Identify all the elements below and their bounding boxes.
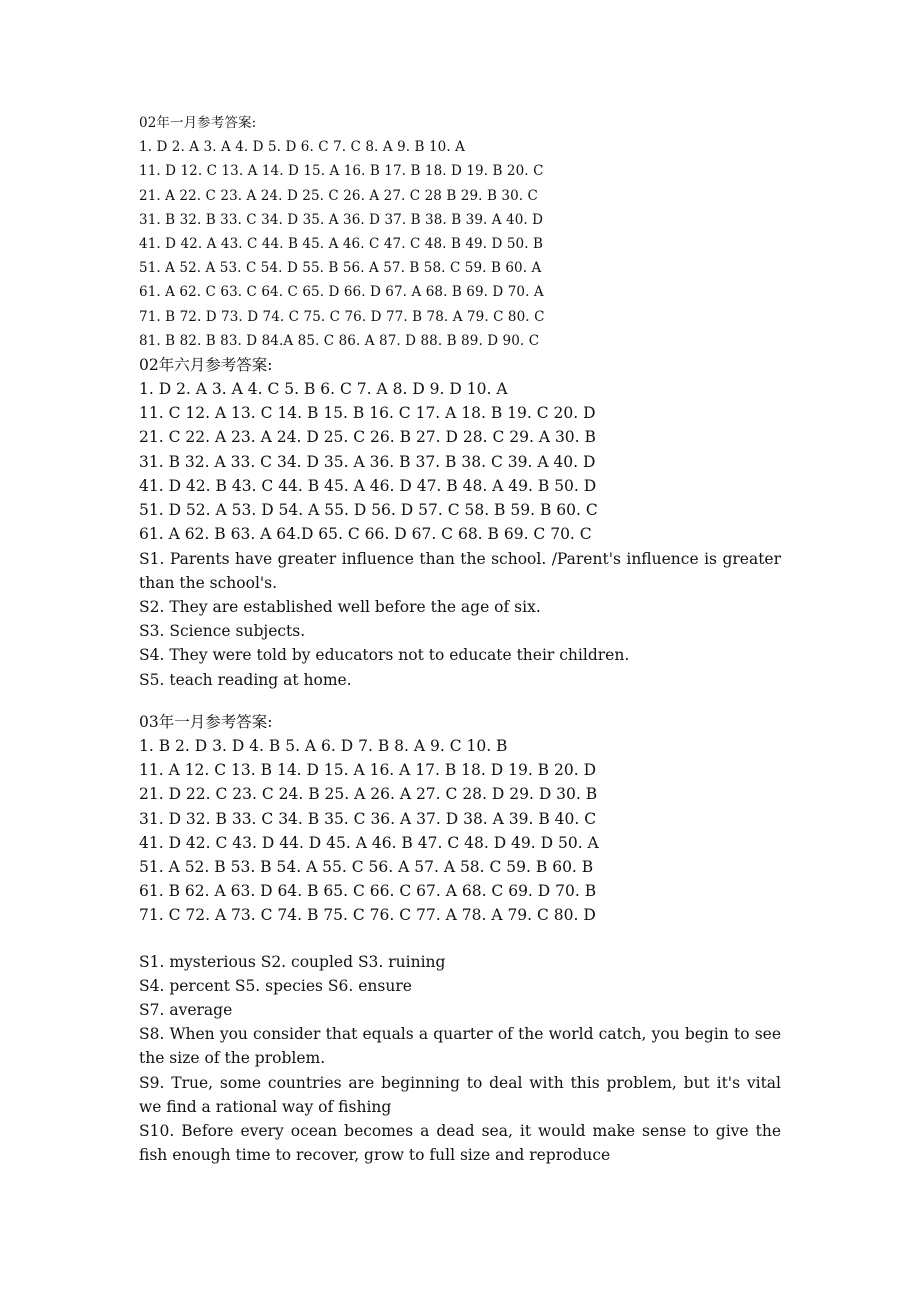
answer-row: 21. A 22. C 23. A 24. D 25. C 26. A 27. C 28 B 29. B 30. C xyxy=(139,187,538,204)
short-answer: S4. percent S5. species S6. ensure xyxy=(139,976,412,995)
answer-row: 61. A 62. C 63. C 64. C 65. D 66. D 67. A 68. B 69. D 70. A xyxy=(139,284,544,301)
answer-row: 31. B 32. B 33. C 34. D 35. A 36. D 37. B 38. B 39. A 40. D xyxy=(139,211,544,228)
short-answer: S10. Before every ocean becomes a dead sea, it would make sense to give the fish enough time to recover, grow to full size and reproduce xyxy=(139,1121,781,1165)
answer-row: 41. D 42. B 43. C 44. B 45. A 46. D 47. B 48. A 49. B 50. D xyxy=(139,476,597,495)
answer-row: 51. A 52. B 53. B 54. A 55. C 56. A 57. A 58. C 59. B 60. B xyxy=(139,857,594,876)
section-2003-january xyxy=(139,710,781,1168)
answer-row: 71. C 72. A 73. C 74. B 75. C 76. C 77. A 78. A 79. C 80. D xyxy=(139,906,596,925)
answer-row: 61. A 62. B 63. A 64.D 65. C 66. D 67. C 68. B 69. C 70. C xyxy=(139,525,592,544)
answer-row: 51. A 52. A 53. C 54. D 55. B 56. A 57. B 58. C 59. B 60. A xyxy=(139,260,542,277)
short-answer: S2. They are established well before the age of six. xyxy=(139,597,541,616)
answer-row: 41. D 42. A 43. C 44. B 45. A 46. C 47. C 48. B 49. D 50. B xyxy=(139,235,544,252)
answer-row: 81. B 82. B 83. D 84.A 85. C 86. A 87. D 88. B 89. D 90. C xyxy=(139,332,540,349)
answer-row: 1. D 2. A 3. A 4. C 5. B 6. C 7. A 8. D 9. D 10. A xyxy=(139,380,508,399)
answer-row: 21. C 22. A 23. A 24. D 25. C 26. B 27. D 28. C 29. A 30. B xyxy=(139,428,596,447)
short-answer: S1. mysterious S2. coupled S3. ruining xyxy=(139,952,446,971)
short-answer: S8. When you consider that equals a quarter of the world catch, you begin to see the size of the problem. xyxy=(139,1025,781,1068)
answer-row: 61. B 62. A 63. D 64. B 65. C 66. C 67. A 68. C 69. D 70. B xyxy=(139,882,597,901)
short-answer: S3. Science subjects. xyxy=(139,622,306,641)
short-answer: S4. They were told by educators not to educate their children. xyxy=(139,646,630,665)
answer-row: 31. D 32. B 33. C 34. B 35. C 36. A 37. D 38. A 39. B 40. C xyxy=(139,809,597,828)
answer-row: 1. B 2. D 3. D 4. B 5. A 6. D 7. B 8. A 9. C 10. B xyxy=(139,736,508,755)
section-2002-june xyxy=(139,353,781,692)
answer-row: 11. D 12. C 13. A 14. D 15. A 16. B 17. B 18. D 19. B 20. C xyxy=(139,163,544,180)
short-answer: S1. Parents have greater influence than the school. /Parent's influence is greater than the school's. xyxy=(139,549,781,592)
answer-row: 1. D 2. A 3. A 4. D 5. D 6. C 7. C 8. A 9. B 10. A xyxy=(139,139,465,156)
answer-row: 71. B 72. D 73. D 74. C 75. C 76. D 77. B 78. A 79. C 80. C xyxy=(139,308,545,325)
answer-row: 41. D 42. C 43. D 44. D 45. A 46. B 47. C 48. D 49. D 50. A xyxy=(139,833,599,852)
answer-row: 11. C 12. A 13. C 14. B 15. B 16. C 17. A 18. B 19. C 20. D xyxy=(139,404,596,423)
section-title: 03年一月参考答案: xyxy=(139,712,273,731)
answer-row: 21. D 22. C 23. C 24. B 25. A 26. A 27. C 28. D 29. D 30. B xyxy=(139,785,598,804)
answer-key-document xyxy=(139,111,781,1167)
spacer xyxy=(139,692,781,710)
answer-row: 31. B 32. A 33. C 34. D 35. A 36. B 37. B 38. C 39. A 40. D xyxy=(139,452,596,471)
short-answer: S7. average xyxy=(139,1000,233,1019)
section-2002-january xyxy=(139,111,781,353)
section-title: 02年一月参考答案: xyxy=(139,115,257,131)
answer-row: 51. D 52. A 53. D 54. A 55. D 56. D 57. C 58. B 59. B 60. C xyxy=(139,501,598,520)
section-title: 02年六月参考答案: xyxy=(139,355,273,374)
short-answer: S5. teach reading at home. xyxy=(139,670,352,689)
short-answer: S9. True, some countries are beginning to deal with this problem, but it's vital we find a rational way of fishing xyxy=(139,1073,781,1116)
spacer xyxy=(139,928,781,950)
answer-row: 11. A 12. C 13. B 14. D 15. A 16. A 17. B 18. D 19. B 20. D xyxy=(139,761,597,780)
